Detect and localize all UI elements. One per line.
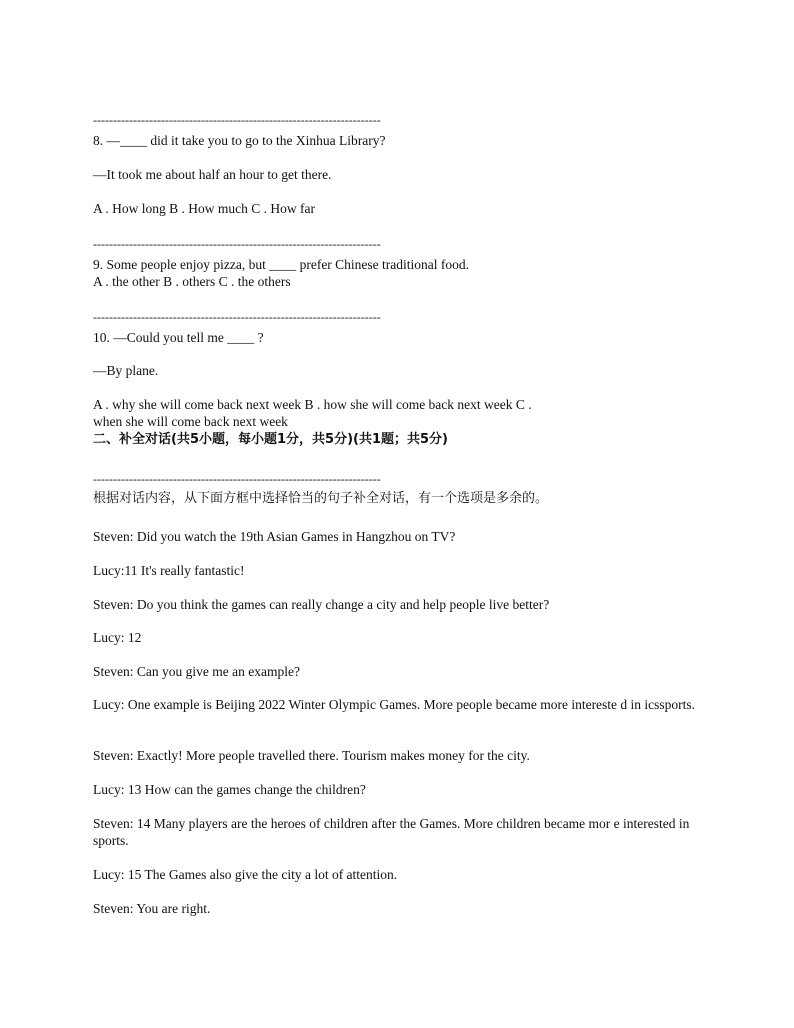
dialogue-line: Steven: Can you give me an example? — [93, 664, 300, 679]
dialogue-line: Lucy:11 It's really fantastic! — [93, 563, 245, 578]
dialogue-line: Lucy: 15 The Games also give the city a lot of attention. — [93, 867, 398, 882]
section2-instruction: 根据对话内容，从下面方框中选择恰当的句子补全对话，有一个选项是多余的。 — [93, 491, 549, 506]
q9-options: A . the other B . others C . the others — [93, 274, 291, 289]
dialogue-line: Steven: 14 Many players are the heroes of children after the Games. More children became mor e interested in sports. — [93, 816, 690, 848]
dialogue-line: Steven: Did you watch the 19th Asian Games in Hangzhou on TV? — [93, 529, 456, 544]
q8-question: 8. —____ did it take you to go to the Xinhua Library? — [93, 133, 386, 148]
dialogue-line: Steven: You are right. — [93, 901, 211, 916]
dialogue-line: Steven: Do you think the games can really change a city and help people live better? — [93, 597, 550, 612]
q10-question: 10. —Could you tell me ____ ? — [93, 330, 264, 345]
separator-4: ------------------------------------------------------------------------ — [93, 472, 381, 486]
dialogue-line: Lucy: One example is Beijing 2022 Winter Olympic Games. More people became more intereste d in icssports. — [93, 697, 696, 712]
dialogue-line: Lucy: 12 — [93, 630, 142, 645]
separator-3: ------------------------------------------------------------------------ — [93, 310, 381, 324]
q9-question: 9. Some people enjoy pizza, but ____ prefer Chinese traditional food. — [93, 257, 470, 272]
q10-options-line2: when she will come back next week — [93, 414, 288, 429]
separator-1: ------------------------------------------------------------------------ — [93, 113, 381, 127]
q10-answer: —By plane. — [93, 363, 159, 378]
q8-answer: —It took me about half an hour to get there. — [93, 167, 332, 182]
q8-options: A . How long B . How much C . How far — [93, 201, 315, 216]
dialogue-line: Steven: Exactly! More people travelled there. Tourism makes money for the city. — [93, 748, 530, 763]
separator-2: ------------------------------------------------------------------------ — [93, 237, 381, 251]
dialogue-line: Lucy: 13 How can the games change the children? — [93, 782, 366, 797]
section2-heading: 二、补全对话(共5小题，每小题1分，共5分)(共1题；共5分) — [93, 432, 448, 447]
q10-options-line1: A . why she will come back next week B . how she will come back next week C . — [93, 397, 532, 412]
